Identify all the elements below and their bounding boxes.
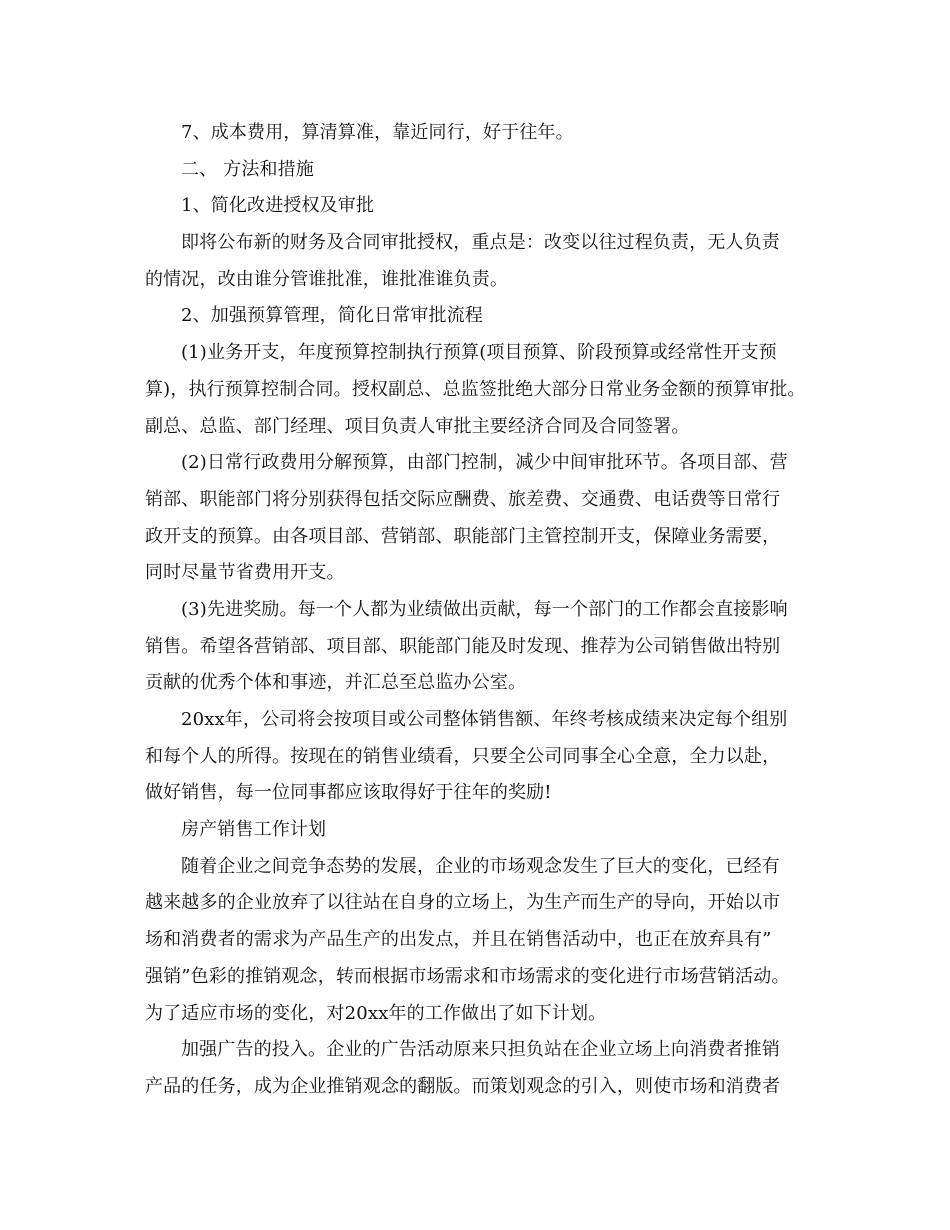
text-line: 20xx年，公司将会按项目或公司整体销售额、年终考核成绩来决定每个组别	[181, 709, 788, 730]
text-line: 场和消费者的需求为产品生产的出发点，并且在销售活动中，也正在放弃具有”	[145, 929, 772, 951]
text-line: 即将公布新的财务及合同审批授权，重点是：改变以往过程负责，无人负责	[181, 232, 780, 254]
text-line: 为了适应市场的变化，对20xx年的工作做出了如下计划。	[145, 1002, 607, 1024]
text-line: (1)业务开支，年度预算控制执行预算(项目预算、阶段预算或经常性开支预	[181, 342, 777, 364]
text-line: 的情况，改由谁分管谁批准，谁批准谁负责。	[145, 268, 508, 290]
text-line: (3)先进奖励。每一个人都为业绩做出贡献，每一个部门的工作都会直接影响	[181, 598, 788, 620]
text-line: 房产销售工作计划	[181, 819, 327, 841]
text-line: 产品的任务，成为企业推销观念的翻版。而策划观念的引入，则使市场和消费者	[145, 1075, 781, 1097]
text-line: 副总、总监、部门经理、项目负责人审批主要经济合同及合同签署。	[145, 415, 690, 437]
document-body	[145, 115, 810, 1106]
text-line: 2、加强预算管理，简化日常审批流程	[181, 305, 484, 327]
text-line: 和每个人的所得。按现在的销售业绩看，只要全公司同事全心全意，全力以赴，	[145, 745, 781, 767]
text-line: 政开支的预算。由各项目部、营销部、职能部门主管控制开支，保障业务需要，	[145, 525, 781, 547]
text-line: 随着企业之间竞争态势的发展，企业的市场观念发生了巨大的变化，已经有	[181, 855, 780, 877]
text-line: 销售。希望各营销部、项目部、职能部门能及时发现、推荐为公司销售做出特别	[145, 635, 781, 657]
text-line: (2)日常行政费用分解预算，由部门控制，减少中间审批环节。各项目部、营	[181, 452, 788, 474]
text-line: 强销”色彩的推销观念，转而根据市场需求和市场需求的变化进行市场营销活动。	[145, 965, 790, 987]
text-line: 算)，执行预算控制合同。授权副总、总监签批绝大部分日常业务金额的预算审批。	[145, 378, 806, 400]
text-line: 1、简化改进授权及审批	[181, 195, 375, 217]
text-line: 越来越多的企业放弃了以往站在自身的立场上，为生产而生产的导向，开始以市	[145, 892, 781, 914]
text-line: 做好销售，每一位同事都应该取得好于往年的奖励!	[145, 782, 552, 804]
text-line: 同时尽量节省费用开支。	[145, 562, 345, 584]
text-line: 加强广告的投入。企业的广告活动原来只担负站在企业立场上向消费者推销	[181, 1039, 780, 1061]
text-line: 贡献的优秀个体和事迹，并汇总至总监办公室。	[145, 672, 527, 694]
text-line: 7、成本费用，算清算准，靠近同行，好于往年。	[181, 122, 574, 143]
text-line: 销部、职能部门将分别获得包括交际应酬费、旅差费、交通费、电话费等日常行	[145, 488, 781, 510]
text-line: 二、 方法和措施	[181, 158, 314, 180]
